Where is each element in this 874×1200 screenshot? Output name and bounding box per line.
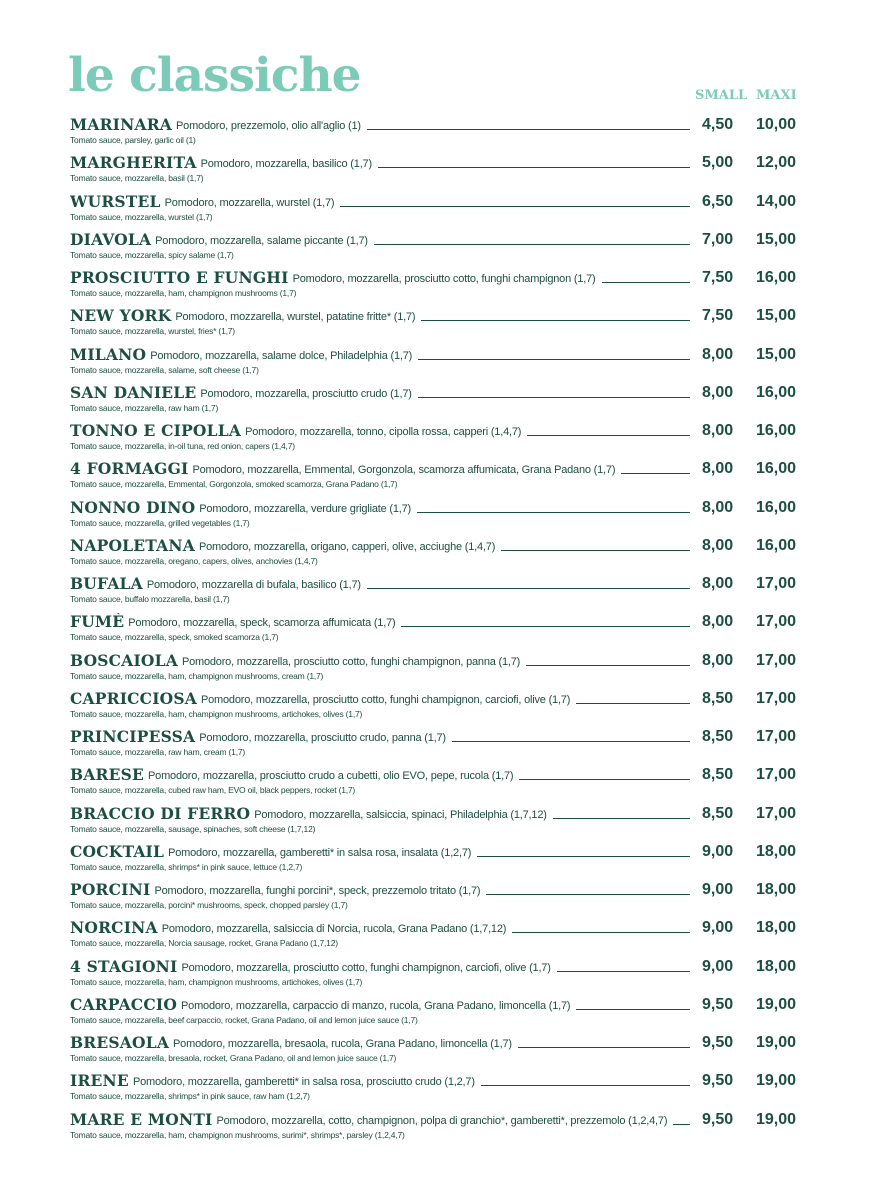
price-small: 7,00 <box>702 230 734 248</box>
pizza-ingredients-english: Tomato sauce, mozzarella, shrimps* in pink sauce, raw ham (1,2,7) <box>70 1091 310 1102</box>
pizza-ingredients-italian: Pomodoro, mozzarella di bufala, basilico (1,7) <box>146 579 361 591</box>
price-maxi: 17,00 <box>756 766 797 784</box>
leader-line <box>418 359 690 360</box>
menu-item <box>70 116 802 154</box>
leader-line <box>512 932 690 933</box>
menu-item <box>70 843 802 881</box>
price-small: 8,00 <box>702 498 734 516</box>
price-small: 4,50 <box>702 116 734 133</box>
menu-item <box>70 231 802 269</box>
pizza-name: MILANO <box>70 345 147 364</box>
pizza-ingredients-italian: Pomodoro, prezzemolo, olio all'aglio (1) <box>176 120 361 132</box>
pizza-name: WURSTEL <box>70 192 161 211</box>
leader-line <box>501 550 690 551</box>
pizza-ingredients-italian: Pomodoro, mozzarella, bresaola, rucola, Grana Padano, limoncella (1,7) <box>173 1038 512 1050</box>
pizza-ingredients-english: Tomato sauce, mozzarella, ham, champignon mushrooms, surimi*, shrimps*, parsley (1,2,4,7) <box>70 1129 405 1140</box>
price-small: 8,50 <box>702 804 734 822</box>
pizza-ingredients-english: Tomato sauce, mozzarella, ham, champignon mushrooms (1,7) <box>70 288 297 298</box>
menu-item-line <box>70 728 690 746</box>
leader-line <box>452 741 690 742</box>
menu-item-line <box>70 958 690 976</box>
pizza-ingredients-english: Tomato sauce, mozzarella, cubed raw ham, EVO oil, black peppers, rocket (1,7) <box>70 785 356 796</box>
price-small: 8,00 <box>702 422 734 439</box>
leader-line <box>602 282 691 283</box>
pizza-ingredients-italian: Pomodoro, mozzarella, gamberetti* in salsa rosa, insalata (1,2,7) <box>168 846 472 859</box>
menu-item <box>70 346 802 384</box>
price-small: 8,50 <box>702 728 734 745</box>
menu-item <box>70 996 802 1034</box>
pizza-ingredients-italian: Pomodoro, mozzarella, origano, capperi, olive, acciughe (1,4,7) <box>198 540 496 553</box>
price-maxi: 18,00 <box>756 957 797 975</box>
price-small: 8,50 <box>702 766 734 784</box>
price-small: 9,00 <box>702 842 734 860</box>
price-maxi: 16,00 <box>756 422 797 439</box>
pizza-ingredients-italian: Pomodoro, mozzarella, prosciutto cotto, funghi champignon, carciofi, olive (1,7) <box>201 693 571 706</box>
leader-line <box>401 626 690 627</box>
menu-item-line <box>70 499 690 517</box>
pizza-ingredients-english: Tomato sauce, mozzarella, bresaola, rocket, Grana Padano, oil and lemon juice sauce (1,7) <box>70 1053 397 1063</box>
price-small: 8,00 <box>702 613 734 631</box>
pizza-ingredients-italian: Pomodoro, mozzarella, basilico (1,7) <box>200 158 372 171</box>
price-small: 7,50 <box>702 269 734 286</box>
leader-line <box>378 167 690 168</box>
pizza-ingredients-english: Tomato sauce, mozzarella, oregano, capers, olives, anchovies (1,4,7) <box>70 555 318 566</box>
pizza-name: NAPOLETANA <box>70 536 195 555</box>
menu-item-line <box>70 613 690 631</box>
menu-item <box>70 690 802 728</box>
price-maxi: 12,00 <box>756 154 797 172</box>
menu-item <box>70 1034 802 1072</box>
pizza-ingredients-english: Tomato sauce, mozzarella, grilled vegetables (1,7) <box>70 517 250 528</box>
leader-line <box>374 244 690 245</box>
pizza-ingredients-english: Tomato sauce, mozzarella, basil (1,7) <box>70 173 204 184</box>
pizza-name: NONNO DINO <box>70 498 196 517</box>
menu-item-line <box>70 996 690 1014</box>
pizza-name: MARGHERITA <box>70 154 197 173</box>
leader-line <box>367 129 690 130</box>
pizza-name: PRINCIPESSA <box>70 728 196 746</box>
price-small: 9,50 <box>702 1034 734 1051</box>
menu-item <box>70 460 802 498</box>
leader-line <box>557 971 690 972</box>
pizza-name: DIAVOLA <box>70 230 152 249</box>
menu-item <box>70 269 802 307</box>
pizza-name: TONNO E CIPOLLA <box>70 422 242 440</box>
small-size-header: SMALL <box>695 88 748 103</box>
pizza-ingredients-italian: Pomodoro, mozzarella, Emmental, Gorgonzola, scamorza affumicata, Grana Padano (1,7) <box>192 464 616 477</box>
leader-line <box>673 1124 690 1125</box>
menu-item <box>70 613 802 651</box>
menu-item <box>70 881 802 919</box>
price-small: 5,00 <box>702 154 734 172</box>
leader-line <box>518 1047 690 1048</box>
menu-item <box>70 422 802 460</box>
price-small: 8,50 <box>702 689 734 707</box>
pizza-menu-list <box>70 116 802 1149</box>
pizza-ingredients-english: Tomato sauce, mozzarella, wurstel, fries* (1,7) <box>70 326 235 337</box>
pizza-ingredients-italian: Pomodoro, mozzarella, cotto, champignon, polpa di granchio*, gamberetti*, prezzemolo (1,2,4,7) <box>216 1114 668 1127</box>
menu-item-line <box>70 881 690 899</box>
leader-line <box>486 894 690 895</box>
pizza-ingredients-italian: Pomodoro, mozzarella, prosciutto cotto, funghi champignon (1,7) <box>292 273 596 285</box>
menu-item-line <box>70 116 690 134</box>
price-small: 9,00 <box>702 957 734 975</box>
price-maxi: 18,00 <box>756 881 797 898</box>
price-maxi: 18,00 <box>756 842 797 860</box>
pizza-ingredients-italian: Pomodoro, mozzarella, wurstel (1,7) <box>164 196 335 209</box>
menu-item-line <box>70 422 690 440</box>
pizza-ingredients-english: Tomato sauce, mozzarella, wurstel (1,7) <box>70 211 213 222</box>
menu-item-line <box>70 1111 690 1129</box>
pizza-ingredients-english: Tomato sauce, mozzarella, spicy salame (1,7) <box>70 249 234 260</box>
pizza-name: BRESAOLA <box>70 1034 170 1052</box>
pizza-name: CARPACCIO <box>70 995 178 1014</box>
pizza-ingredients-italian: Pomodoro, mozzarella, speck, scamorza affumicata (1,7) <box>128 617 396 630</box>
pizza-ingredients-italian: Pomodoro, mozzarella, verdure grigliate (1,7) <box>199 502 411 515</box>
pizza-ingredients-english: Tomato sauce, mozzarella, in-oil tuna, red onion, capers (1,4,7) <box>70 441 295 451</box>
pizza-ingredients-english: Tomato sauce, mozzarella, porcini* mushrooms, speck, chopped parsley (1,7) <box>70 900 348 910</box>
menu-item <box>70 805 802 843</box>
pizza-name: BARESE <box>70 766 145 785</box>
price-maxi: 19,00 <box>756 1110 797 1128</box>
menu-item-line <box>70 384 690 402</box>
menu-item <box>70 537 802 575</box>
pizza-name: PORCINI <box>70 881 151 899</box>
price-small: 8,00 <box>702 651 734 669</box>
price-maxi: 14,00 <box>756 192 797 210</box>
price-small: 9,50 <box>702 995 734 1013</box>
menu-item <box>70 728 802 766</box>
menu-item <box>70 384 802 422</box>
menu-item-line <box>70 919 690 937</box>
pizza-ingredients-italian: Pomodoro, mozzarella, salame piccante (1,7) <box>155 234 368 247</box>
price-small: 9,50 <box>702 1110 734 1128</box>
leader-line <box>340 206 690 207</box>
pizza-name: 4 STAGIONI <box>70 957 178 976</box>
menu-item-line <box>70 766 690 784</box>
pizza-ingredients-italian: Pomodoro, mozzarella, prosciutto crudo, panna (1,7) <box>199 732 446 744</box>
pizza-name: BRACCIO DI FERRO <box>70 804 251 823</box>
pizza-ingredients-english: Tomato sauce, mozzarella, ham, champignon mushrooms, artichokes, olives (1,7) <box>70 708 363 719</box>
pizza-ingredients-italian: Pomodoro, mozzarella, prosciutto cotto, funghi champignon, carciofi, olive (1,7) <box>181 961 551 974</box>
menu-item-line <box>70 843 690 861</box>
pizza-name: CAPRICCIOSA <box>70 689 197 708</box>
pizza-ingredients-italian: Pomodoro, mozzarella, gamberetti* in salsa rosa, prosciutto crudo (1,2,7) <box>132 1076 475 1089</box>
pizza-ingredients-italian: Pomodoro, mozzarella, wurstel, patatine fritte* (1,7) <box>175 311 416 324</box>
menu-item <box>70 575 802 613</box>
pizza-ingredients-italian: Pomodoro, mozzarella, tonno, cipolla rossa, capperi (1,4,7) <box>245 426 522 438</box>
leader-line <box>553 818 690 819</box>
leader-line <box>526 665 690 666</box>
pizza-name: BOSCAIOLA <box>70 651 178 670</box>
pizza-ingredients-english: Tomato sauce, mozzarella, salame, soft cheese (1,7) <box>70 364 259 375</box>
menu-item-line <box>70 652 690 670</box>
menu-item <box>70 1072 802 1110</box>
leader-line <box>421 320 690 321</box>
pizza-name: FUMÈ <box>70 613 125 632</box>
price-maxi: 19,00 <box>756 1034 797 1051</box>
pizza-ingredients-italian: Pomodoro, mozzarella, funghi porcini*, speck, prezzemolo tritato (1,7) <box>154 885 481 897</box>
menu-item-line <box>70 575 690 593</box>
price-maxi: 15,00 <box>756 345 797 363</box>
pizza-ingredients-english: Tomato sauce, mozzarella, raw ham, cream (1,7) <box>70 747 246 757</box>
leader-line <box>527 435 690 436</box>
menu-item <box>70 154 802 192</box>
pizza-name: MARE E MONTI <box>70 1110 213 1129</box>
price-small: 8,00 <box>702 345 734 363</box>
leader-line <box>418 397 690 398</box>
menu-item-line <box>70 231 690 249</box>
price-small: 6,50 <box>702 192 734 210</box>
pizza-name: SAN DANIELE <box>70 383 197 402</box>
leader-line <box>576 1009 690 1010</box>
price-maxi: 10,00 <box>756 116 797 133</box>
price-maxi: 16,00 <box>756 536 797 554</box>
leader-line <box>417 512 690 513</box>
price-maxi: 17,00 <box>756 651 797 669</box>
pizza-ingredients-english: Tomato sauce, mozzarella, ham, champignon mushrooms, cream (1,7) <box>70 670 324 681</box>
pizza-name: PROSCIUTTO E FUNGHI <box>70 269 289 287</box>
price-maxi: 17,00 <box>756 728 797 745</box>
pizza-name: IRENE <box>70 1072 129 1091</box>
pizza-name: 4 FORMAGGI <box>70 460 189 479</box>
price-maxi: 19,00 <box>756 1072 797 1090</box>
pizza-ingredients-italian: Pomodoro, mozzarella, carpaccio di manzo, rucola, Grana Padano, limoncella (1,7) <box>181 999 571 1012</box>
price-small: 8,00 <box>702 536 734 554</box>
menu-item-line <box>70 307 690 325</box>
pizza-ingredients-english: Tomato sauce, parsley, garlic oil (1) <box>70 135 196 145</box>
pizza-ingredients-english: Tomato sauce, mozzarella, beef carpaccio, rocket, Grana Padano, oil and lemon juice sauce (1,7) <box>70 1014 418 1025</box>
price-maxi: 16,00 <box>756 383 797 401</box>
menu-item <box>70 499 802 537</box>
pizza-name: BUFALA <box>70 575 143 593</box>
price-maxi: 16,00 <box>756 498 797 516</box>
menu-item-line <box>70 154 690 172</box>
pizza-ingredients-english: Tomato sauce, mozzarella, speck, smoked scamorza (1,7) <box>70 632 279 643</box>
pizza-ingredients-english: Tomato sauce, mozzarella, ham, champignon mushrooms, artichokes, olives (1,7) <box>70 976 363 987</box>
leader-line <box>477 856 690 857</box>
menu-item-line <box>70 537 690 555</box>
pizza-ingredients-english: Tomato sauce, mozzarella, Emmental, Gorgonzola, smoked scamorza, Grana Padano (1,7) <box>70 479 398 490</box>
maxi-size-header: MAXI <box>756 88 797 103</box>
price-maxi: 16,00 <box>756 460 797 478</box>
menu-item <box>70 193 802 231</box>
pizza-name: NORCINA <box>70 919 158 938</box>
pizza-name: MARINARA <box>70 116 173 134</box>
price-small: 9,00 <box>702 919 734 937</box>
menu-item-line <box>70 1034 690 1052</box>
price-small: 9,50 <box>702 1072 734 1090</box>
price-maxi: 15,00 <box>756 307 797 325</box>
menu-item-line <box>70 346 690 364</box>
pizza-ingredients-english: Tomato sauce, mozzarella, raw ham (1,7) <box>70 402 219 413</box>
price-maxi: 19,00 <box>756 995 797 1013</box>
pizza-ingredients-english: Tomato sauce, buffalo mozzarella, basil (1,7) <box>70 594 230 604</box>
page-title: le classiche <box>68 48 361 103</box>
pizza-name: COCKTAIL <box>70 842 165 861</box>
menu-item-line <box>70 805 690 823</box>
price-maxi: 15,00 <box>756 230 797 248</box>
pizza-ingredients-english: Tomato sauce, mozzarella, shrimps* in pink sauce, lettuce (1,2,7) <box>70 861 303 872</box>
menu-item <box>70 307 802 345</box>
menu-item-line <box>70 460 690 478</box>
price-maxi: 18,00 <box>756 919 797 937</box>
menu-item-line <box>70 193 690 211</box>
price-maxi: 17,00 <box>756 613 797 631</box>
price-small: 8,00 <box>702 383 734 401</box>
menu-item-line <box>70 269 690 287</box>
price-small: 7,50 <box>702 307 734 325</box>
pizza-ingredients-italian: Pomodoro, mozzarella, salsiccia, spinaci, Philadelphia (1,7,12) <box>254 808 547 821</box>
menu-item <box>70 1111 802 1149</box>
price-small: 8,00 <box>702 575 734 592</box>
leader-line <box>519 779 690 780</box>
pizza-ingredients-italian: Pomodoro, mozzarella, prosciutto cotto, funghi champignon, panna (1,7) <box>181 655 521 668</box>
leader-line <box>621 473 690 474</box>
leader-line <box>576 703 690 704</box>
menu-item <box>70 958 802 996</box>
price-small: 8,00 <box>702 460 734 478</box>
price-small: 9,00 <box>702 881 734 898</box>
pizza-ingredients-italian: Pomodoro, mozzarella, prosciutto crudo a cubetti, olio EVO, pepe, rucola (1,7) <box>148 770 514 783</box>
price-maxi: 17,00 <box>756 804 797 822</box>
price-maxi: 17,00 <box>756 689 797 707</box>
pizza-name: NEW YORK <box>70 307 172 326</box>
menu-item-line <box>70 690 690 708</box>
pizza-ingredients-english: Tomato sauce, mozzarella, sausage, spinaches, soft cheese (1,7,12) <box>70 823 316 834</box>
leader-line <box>367 588 690 589</box>
leader-line <box>481 1085 690 1086</box>
pizza-ingredients-italian: Pomodoro, mozzarella, prosciutto crudo (1,7) <box>200 387 412 400</box>
menu-item <box>70 652 802 690</box>
pizza-ingredients-english: Tomato sauce, mozzarella, Norcia sausage, rocket, Grana Padano (1,7,12) <box>70 938 338 949</box>
menu-item <box>70 919 802 957</box>
price-maxi: 16,00 <box>756 269 797 286</box>
pizza-ingredients-italian: Pomodoro, mozzarella, salame dolce, Philadelphia (1,7) <box>150 349 413 362</box>
price-maxi: 17,00 <box>756 575 797 592</box>
menu-item <box>70 766 802 804</box>
pizza-ingredients-italian: Pomodoro, mozzarella, salsiccia di Norcia, rucola, Grana Padano (1,7,12) <box>161 923 507 936</box>
menu-item-line <box>70 1072 690 1090</box>
